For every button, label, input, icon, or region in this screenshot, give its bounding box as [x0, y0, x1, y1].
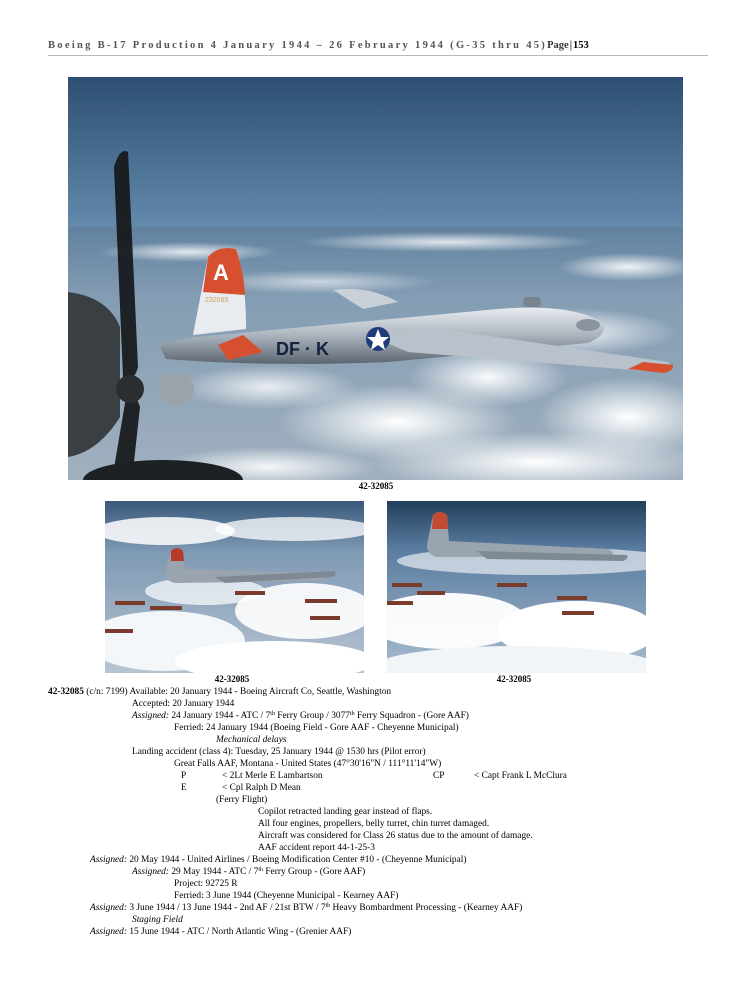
crew-copilot-role: CP	[433, 771, 445, 781]
crew-pilot-name: < 2Lt Merle E Lambartson	[222, 771, 323, 781]
accident-note-4: AAF accident report 44-1-25-3	[258, 843, 375, 853]
record-line-staging-field: Staging Field	[132, 915, 183, 925]
record-line-project: Project: 92725 R	[174, 879, 238, 889]
crew-copilot-name: < Capt Frank L McClura	[474, 771, 567, 781]
accident-note-3: Aircraft was considered for Class 26 status due to the amount of damage.	[258, 831, 533, 841]
record-line-location: Great Falls AAF, Montana - United States (47°30'16"N / 111°11'14"W)	[174, 759, 442, 769]
record-line-ferry-flight: (Ferry Flight)	[216, 795, 268, 805]
accident-note-2: All four engines, propellers, belly turret, chin turret damaged.	[258, 819, 490, 829]
record-line-assigned-4: Assigned: 3 June 1944 / 13 June 1944 - 2nd AF / 21st BTW / 7th Heavy Bombardment Processing - (Kearney AAF)	[90, 903, 523, 913]
record-line-mechanical-delays: Mechanical delays	[216, 735, 287, 745]
record-line-assigned-2: Assigned: 20 May 1944 - United Airlines / Boeing Modification Center #10 - (Cheyenne Municipal)	[90, 855, 467, 865]
crew-pilot-role: P	[181, 771, 187, 781]
tail-serial: 232085	[205, 297, 229, 304]
formation-photo-left	[105, 501, 364, 673]
record-line-accepted: Accepted: 20 January 1944	[132, 699, 235, 709]
record-line-assigned-3: Assigned: 29 May 1944 - ATC / 7th Ferry Group - (Gore AAF)	[132, 867, 366, 877]
running-header	[48, 40, 708, 54]
record-line-landing-accident: Landing accident (class 4): Tuesday, 25 January 1944 @ 1530 hrs (Pilot error)	[132, 747, 426, 757]
record-line-assigned-5: Assigned: 15 June 1944 - ATC / North Atlantic Wing - (Grenier AAF)	[90, 927, 352, 937]
record-serial: 42-32085	[48, 687, 84, 697]
formation-photo-right	[387, 501, 646, 673]
left-photo-caption: 42-32085	[214, 674, 250, 684]
record-line-available: 42-32085 (c/n: 7199) Available: 20 January 1944 - Boeing Aircraft Co, Seattle, Washington	[48, 687, 392, 697]
fuselage-code: DF · K	[276, 339, 329, 359]
tail-letter: A	[213, 260, 229, 285]
right-photo-caption: 42-32085	[496, 674, 532, 684]
record-line-assigned-1: Assigned: 24 January 1944 - ATC / 7th Ferry Group / 3077th Ferry Squadron - (Gore AAF)	[132, 711, 469, 721]
main-photo	[68, 77, 683, 480]
accident-note-1: Copilot retracted landing gear instead of flaps.	[258, 807, 433, 817]
page-separator: |	[569, 40, 572, 51]
record-line-ferried-2: Ferried: 3 June 1944 (Cheyenne Municipal - Kearney AAF)	[174, 891, 399, 901]
page-label: Page	[547, 40, 569, 51]
main-photo-caption: 42-32085	[358, 481, 394, 491]
record-line-ferried-1: Ferried: 24 January 1944 (Boeing Field - Gore AAF - Cheyenne Municipal)	[174, 723, 459, 733]
page-number: 153	[573, 40, 589, 51]
crew-engineer-name: < Cpl Ralph D Mean	[222, 783, 301, 793]
header-rule	[48, 55, 708, 56]
running-title: Boeing B-17 Production 4 January 1944 – 26 February 1944 (G-35 thru 45)	[48, 40, 548, 51]
crew-engineer-role: E	[181, 783, 187, 793]
